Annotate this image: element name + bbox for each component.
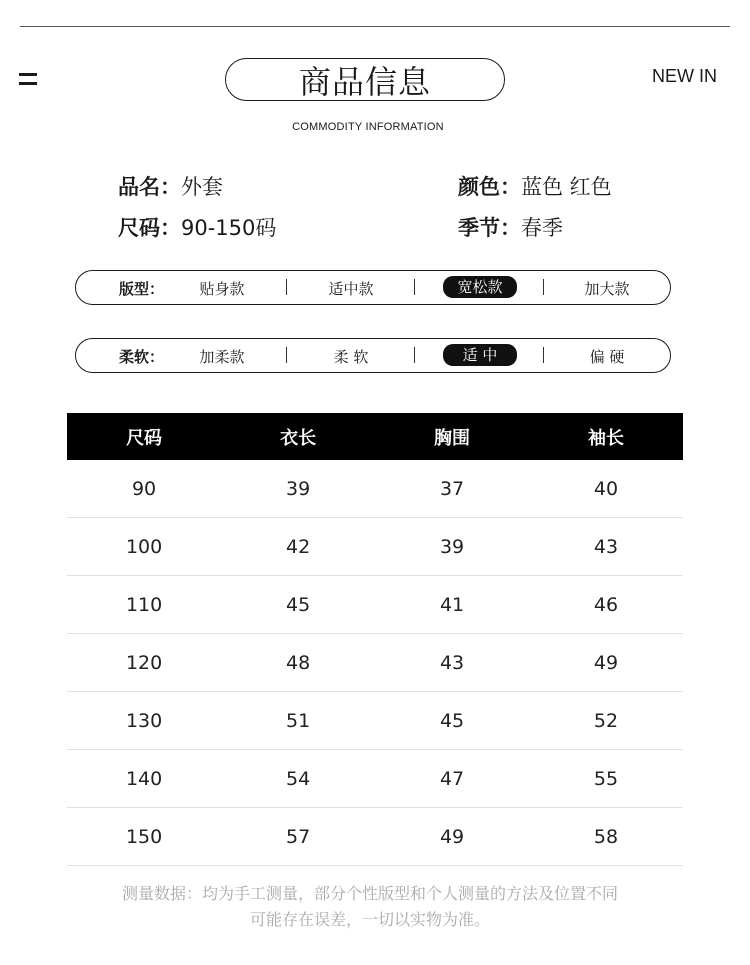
cell-chest: 45 — [375, 692, 529, 750]
fit-label: 版型： — [119, 280, 165, 298]
fit-option-loose-selected: 宽松款 — [443, 276, 517, 298]
product-color — [458, 171, 612, 201]
fit-option-slim: 贴身款 — [199, 280, 245, 298]
new-in-label: NEW IN — [652, 66, 717, 86]
product-name — [118, 171, 223, 201]
fit-option-plus: 加大款 — [584, 280, 630, 298]
softness-option-firm: 偏 硬 — [589, 348, 625, 366]
cell-size: 120 — [67, 634, 221, 692]
product-season-label: 季节： — [458, 216, 521, 240]
table-row — [67, 576, 683, 634]
cell-sleeve: 55 — [529, 750, 683, 808]
softness-label: 柔软： — [119, 348, 165, 366]
cell-size: 150 — [67, 808, 221, 866]
cell-chest: 39 — [375, 518, 529, 576]
header-chest: 胸围 — [375, 413, 529, 460]
cell-length: 54 — [221, 750, 375, 808]
table-row — [67, 808, 683, 866]
cell-size: 130 — [67, 692, 221, 750]
product-size — [118, 212, 276, 242]
page-title: 商品信息 — [225, 58, 505, 101]
product-color-label: 颜色： — [458, 175, 521, 199]
cell-size: 140 — [67, 750, 221, 808]
softness-option-soft: 柔 软 — [333, 348, 369, 366]
cell-length: 45 — [221, 576, 375, 634]
fit-separator — [543, 279, 544, 295]
cell-sleeve: 52 — [529, 692, 683, 750]
header-size: 尺码 — [67, 413, 221, 460]
header-length: 衣长 — [221, 413, 375, 460]
cell-length: 48 — [221, 634, 375, 692]
cell-sleeve: 40 — [529, 460, 683, 518]
cell-sleeve: 49 — [529, 634, 683, 692]
softness-separator — [543, 347, 544, 363]
cell-chest: 49 — [375, 808, 529, 866]
fit-separator — [286, 279, 287, 295]
cell-sleeve: 43 — [529, 518, 683, 576]
softness-option-extra-soft: 加柔款 — [199, 348, 245, 366]
product-color-value: 蓝色 红色 — [521, 175, 612, 199]
cell-chest: 47 — [375, 750, 529, 808]
product-season-value: 春季 — [521, 216, 563, 240]
cell-sleeve: 46 — [529, 576, 683, 634]
fit-option-bar — [75, 270, 671, 305]
top-divider — [20, 26, 730, 27]
cell-length: 42 — [221, 518, 375, 576]
softness-option-medium-selected: 适 中 — [443, 344, 517, 366]
table-row — [67, 460, 683, 518]
table-row — [67, 634, 683, 692]
product-name-value: 外套 — [181, 175, 223, 199]
cell-size: 100 — [67, 518, 221, 576]
table-row — [67, 750, 683, 808]
cell-length: 57 — [221, 808, 375, 866]
cell-size: 110 — [67, 576, 221, 634]
softness-separator — [414, 347, 415, 363]
cell-length: 39 — [221, 460, 375, 518]
page-subtitle: COMMODITY INFORMATION — [292, 121, 444, 133]
cell-sleeve: 58 — [529, 808, 683, 866]
product-name-label: 品名： — [118, 175, 181, 199]
fit-separator — [414, 279, 415, 295]
cell-size: 90 — [67, 460, 221, 518]
softness-separator — [286, 347, 287, 363]
cell-length: 51 — [221, 692, 375, 750]
size-table-header — [67, 413, 683, 460]
table-row — [67, 692, 683, 750]
fit-option-regular: 适中款 — [328, 280, 374, 298]
product-size-label: 尺码： — [118, 216, 181, 240]
menu-icon[interactable] — [19, 73, 37, 85]
product-size-value: 90-150码 — [181, 216, 277, 240]
softness-option-bar — [75, 338, 671, 373]
measurement-note-line-1: 测量数据：均为手工测量，部分个性版型和个人测量的方法及位置不同 — [121, 884, 618, 903]
measurement-note-line-2: 可能存在误差，一切以实物为准。 — [249, 910, 490, 929]
product-season — [458, 212, 563, 242]
cell-chest: 43 — [375, 634, 529, 692]
header-sleeve: 袖长 — [529, 413, 683, 460]
table-row — [67, 518, 683, 576]
cell-chest: 41 — [375, 576, 529, 634]
size-table — [67, 413, 683, 866]
cell-chest: 37 — [375, 460, 529, 518]
